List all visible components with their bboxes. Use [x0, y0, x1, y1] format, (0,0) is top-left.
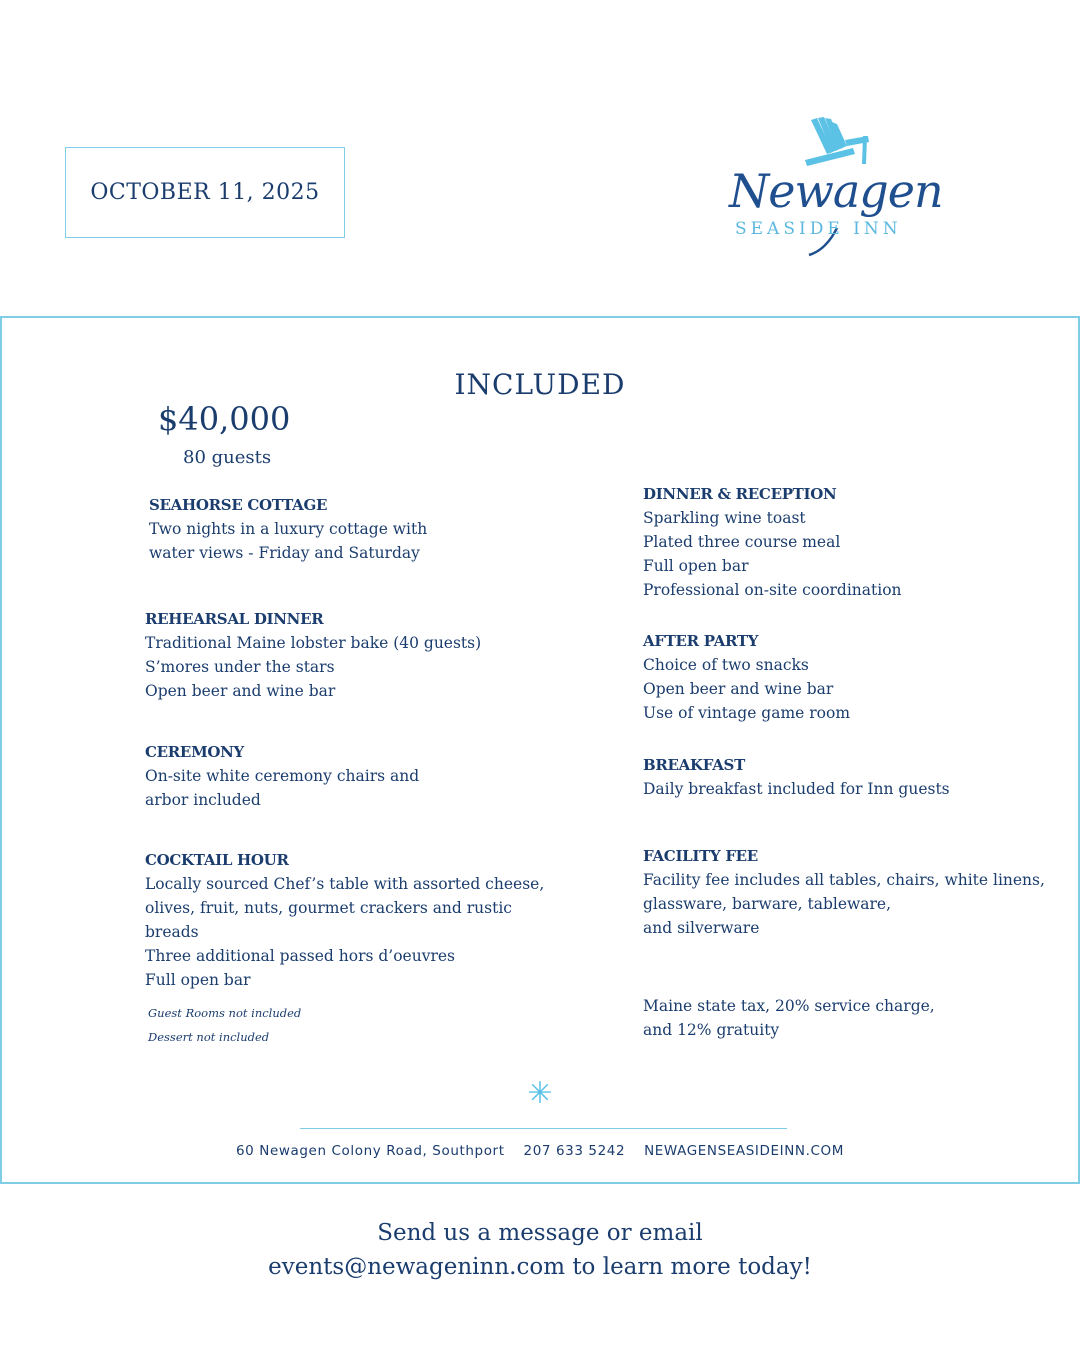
section-title: FACILITY FEE: [643, 847, 758, 865]
section-seahorse-cottage: [149, 493, 579, 565]
note-dessert: Dessert not included: [148, 1030, 270, 1044]
package-price: $40,000: [158, 400, 291, 438]
exclusion-notes: [148, 1001, 578, 1049]
section-line: Facility fee includes all tables, chairs, white linens, glassware, barware, tableware, and silverware: [643, 871, 1045, 937]
section-rehearsal-dinner: [145, 607, 575, 703]
cta-line-2[interactable]: events@newageninn.com to learn more today!: [268, 1254, 812, 1280]
section-line: Open beer and wine bar: [643, 680, 834, 698]
section-line: Open beer and wine bar: [145, 682, 336, 700]
contact-footer: [0, 1143, 1080, 1159]
event-date: OCTOBER 11, 2025: [65, 147, 345, 238]
section-line: Three additional passed hors d’oeuvres: [145, 947, 455, 965]
call-to-action: [0, 1216, 1080, 1284]
star-icon: ✳: [527, 1076, 553, 1111]
section-title: BREAKFAST: [643, 756, 745, 774]
section-dinner-reception: [643, 482, 1063, 602]
section-line: On-site white ceremony chairs and arbor included: [145, 767, 420, 809]
section-line: Locally sourced Chef’s table with assorted cheese, olives, fruit, nuts, gourmet crackers and rustic breads: [145, 875, 545, 941]
section-line: Use of vintage game room: [643, 704, 851, 722]
cta-line-1: Send us a message or email: [377, 1220, 703, 1246]
section-line: Full open bar: [145, 971, 251, 989]
newagen-logo: [725, 112, 943, 262]
footer-address: 60 Newagen Colony Road, Southport: [235, 1143, 505, 1159]
note-guest-rooms: Guest Rooms not included: [148, 1006, 302, 1020]
section-title: DINNER & RECEPTION: [643, 485, 837, 503]
section-line: Two nights in a luxury cottage with water views - Friday and Saturday: [149, 520, 428, 562]
section-ceremony: [145, 740, 575, 812]
section-title: COCKTAIL HOUR: [145, 851, 289, 869]
section-after-party: [643, 629, 1063, 725]
section-line: Traditional Maine lobster bake (40 guests): [145, 634, 482, 652]
section-facility-fee: [643, 844, 1063, 940]
section-line: Full open bar: [643, 557, 749, 575]
section-breakfast: [643, 753, 1063, 801]
section-line: Daily breakfast included for Inn guests: [643, 780, 950, 798]
logo-wordmark: Newagen: [729, 164, 943, 218]
guest-count: 80 guests: [183, 447, 272, 468]
section-title: REHEARSAL DINNER: [145, 610, 324, 628]
section-line: Professional on-site coordination: [643, 581, 902, 599]
section-title: CEREMONY: [145, 743, 244, 761]
included-heading: INCLUDED: [454, 368, 626, 401]
section-title: AFTER PARTY: [643, 632, 759, 650]
divider: [300, 1128, 787, 1129]
logo-tagline: SEASIDE INN: [735, 219, 902, 239]
footer-phone[interactable]: 207 633 5242: [523, 1143, 626, 1159]
section-cocktail-hour: [145, 848, 575, 992]
tax-note: Maine state tax, 20% service charge, and 12% gratuity: [643, 997, 935, 1039]
section-line: Sparkling wine toast: [643, 509, 806, 527]
section-line: Choice of two snacks: [643, 656, 809, 674]
footer-website[interactable]: NEWAGENSEASIDEINN.COM: [644, 1143, 844, 1159]
section-line: S’mores under the stars: [145, 658, 335, 676]
section-line: Plated three course meal: [643, 533, 841, 551]
section-title: SEAHORSE COTTAGE: [149, 496, 328, 514]
